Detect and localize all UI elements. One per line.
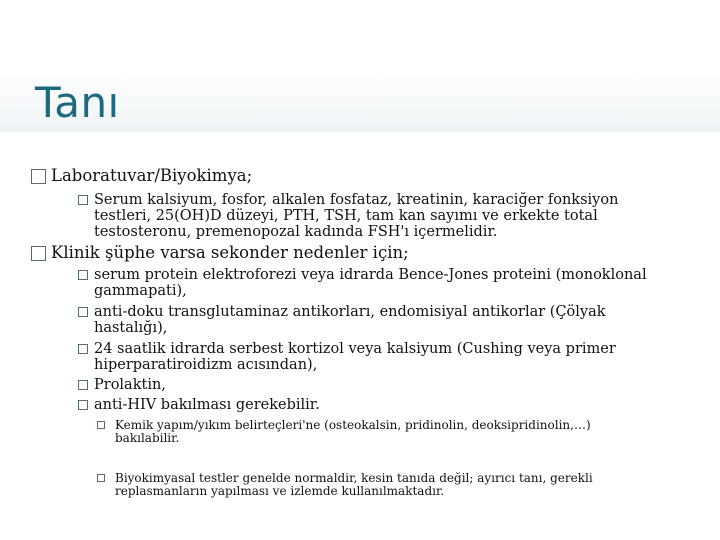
list-item bbox=[31, 166, 691, 186]
checkbox-bullet-icon bbox=[78, 344, 88, 354]
slide-title: Tanı bbox=[35, 78, 120, 127]
checkbox-bullet-icon bbox=[97, 474, 105, 482]
list-item bbox=[78, 377, 678, 393]
checkbox-bullet-icon bbox=[97, 421, 105, 429]
bullet-text: anti-HIV bakılması gerekebilir. bbox=[94, 397, 320, 413]
list-item bbox=[97, 472, 657, 498]
bullet-text: serum protein elektroforezi veya idrarda Bence-Jones proteini (monoklonal gammapati), bbox=[94, 267, 647, 299]
list-item bbox=[31, 243, 691, 263]
bullet-text: Biyokimyasal testler genelde normaldir, kesin tanıda değil; ayırıcı tanı, gerekli replasmanların yapılması ve izlemde kullanılmaktadır. bbox=[115, 471, 593, 498]
list-item bbox=[78, 341, 678, 373]
checkbox-bullet-icon bbox=[78, 270, 88, 280]
checkbox-bullet-icon bbox=[78, 307, 88, 317]
bullet-text: Prolaktin, bbox=[94, 377, 166, 393]
checkbox-bullet-icon bbox=[31, 246, 46, 261]
checkbox-bullet-icon bbox=[78, 380, 88, 390]
bullet-text: Laboratuvar/Biyokimya; bbox=[51, 166, 253, 185]
list-item bbox=[78, 267, 678, 299]
checkbox-bullet-icon bbox=[78, 400, 88, 410]
bullet-text: Klinik şüphe varsa sekonder nedenler için; bbox=[51, 243, 409, 262]
checkbox-bullet-icon bbox=[78, 195, 88, 205]
list-item bbox=[78, 397, 678, 413]
bullet-text: 24 saatlik idrarda serbest kortizol veya kalsiyum (Cushing veya primer hiperparatiroidizm acısından), bbox=[94, 341, 616, 373]
list-item bbox=[97, 419, 657, 445]
checkbox-bullet-icon bbox=[31, 169, 46, 184]
list-item bbox=[78, 192, 678, 240]
bullet-text: Serum kalsiyum, fosfor, alkalen fosfataz, kreatinin, karaciğer fonksiyon testleri, 25(OH)D düzeyi, PTH, TSH, tam kan sayımı ve erkekte total testosteronu, premenopozal kadında FSH'ı içermelidir. bbox=[94, 192, 619, 240]
list-item bbox=[78, 304, 678, 336]
bullet-text: anti-doku transglutaminaz antikorları, endomisiyal antikorlar (Çölyak hastalığı), bbox=[94, 304, 606, 336]
bullet-text: Kemik yapım/yıkım belirteçleri'ne (osteokalsin, pridinolin, deoksipridinolin,…) bakılabilir. bbox=[115, 418, 591, 445]
